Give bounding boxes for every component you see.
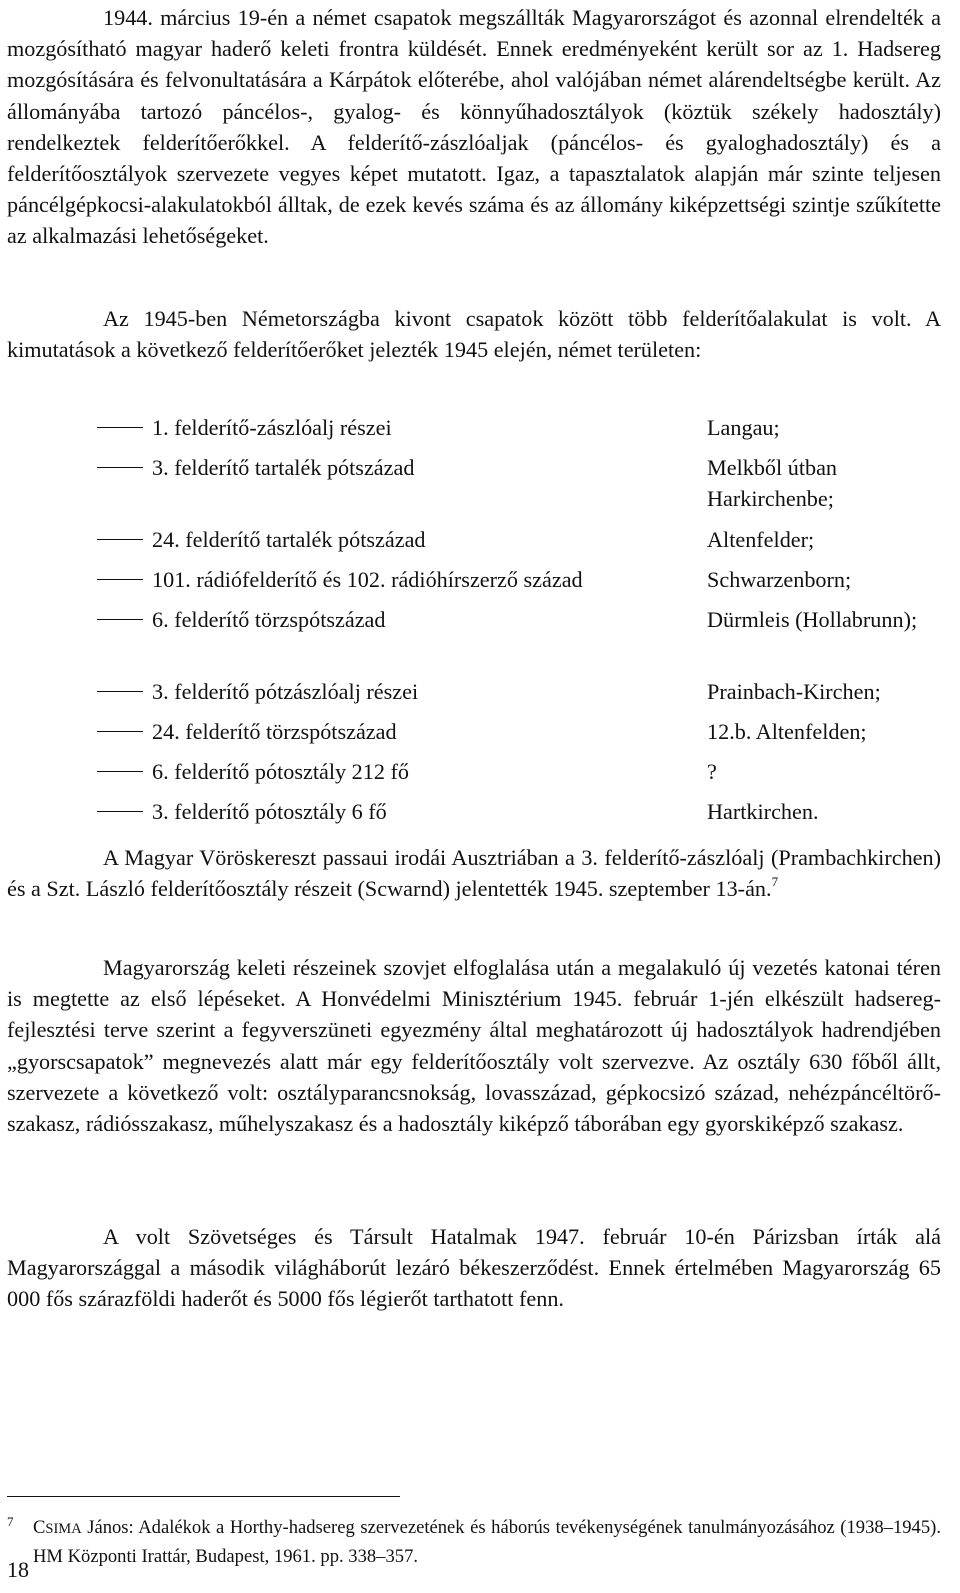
list-item-location: Schwarzenborn;: [707, 567, 852, 592]
list-item: [7, 452, 941, 514]
list-item-location: Melkből útban Harkirchenbe;: [707, 455, 838, 512]
paragraph-5: A volt Szövetséges és Társult Hatalmak 1947. február 10-én Párizsban írták alá Magyarországgal a második világháborút lezáró békeszerződést. Ennek értelmében Magyarország 65 000 fős szárazföldi haderőt és 5000 fős légierőt tarthatott fenn.: [7, 1224, 941, 1312]
list-item-unit: 6. felderítő pótosztály 212 fő: [152, 759, 409, 784]
paragraph-3: [7, 842, 941, 904]
footnote-reference[interactable]: 7: [771, 873, 779, 889]
footnote-citation: János: Adalékok a Horthy-hadsereg szervezetének és háborús tevékenységének tanulmányozásához (1938–1945). HM Központi Irattár, Budapest, 1961. pp. 338–357.: [33, 1517, 941, 1567]
paragraph-3-text: A Magyar Vöröskereszt passaui irodái Ausztriában a 3. felderítő-zászlóalj (Prambachkirchen) és a Szt. László felderítőosztály részeit (Scwarnd) jelentették 1945. szeptember 13-án.: [7, 845, 941, 902]
dash-bullet: [97, 619, 143, 620]
dash-bullet: [97, 539, 143, 540]
dash-bullet: [97, 771, 143, 772]
footnote-author-smallcaps: SIMA: [45, 1521, 82, 1537]
list-item-location: Hartkirchen.: [707, 799, 819, 824]
paragraph-1: 1944. március 19-én a német csapatok megszállták Magyarországot és azonnal elrendelték a mozgósítható magyar haderő keleti frontra küldését. Ennek eredményeként került sor az 1. Hadsereg mozgósítására és felvonultatására a Kárpátok előterébe, ahol valójában német alárendeltségbe került. Az állományába tartozó páncélos-, gyalog- és könnyűhadosztályok (köztük székely hadosztály) rendelkeztek felderítőerőkkel. A felderítő-zászlóaljak (páncélos- és gyaloghadosztály) és a felderítőosztályok szervezete vegyes képet mutatott. Igaz, a tapasztalatok alapján már szinte teljesen páncélgépkocsi-alakulatokból álltak, de ezek kevés száma és az állomány kiképzettségi szintje szűkítette az alkalmazási lehetőségeket.: [7, 5, 941, 249]
list-item: [7, 412, 941, 443]
dash-bullet: [97, 579, 143, 580]
list-item-unit: 24. felderítő tartalék pótszázad: [152, 527, 426, 552]
footnote: [7, 1514, 941, 1571]
list-item-location: Altenfelder;: [707, 527, 815, 552]
list-item: [7, 604, 941, 666]
list-item: [7, 796, 941, 827]
list-item: [7, 564, 941, 595]
dash-bullet: [97, 467, 143, 468]
list-item: [7, 756, 941, 787]
list-item-location: 12.b. Altenfelden;: [707, 719, 867, 744]
footnote-divider: [7, 1496, 400, 1497]
dash-bullet: [97, 731, 143, 732]
footnote-text: [7, 1514, 941, 1571]
list-item-location: Dürmleis (Hollabrunn);: [707, 607, 918, 632]
list-item-unit: 24. felderítő törzspótszázad: [152, 719, 397, 744]
list-item-unit: 6. felderítő törzspótszázad: [152, 607, 386, 632]
dash-bullet: [97, 427, 143, 428]
list-item-unit: 3. felderítő tartalék pótszázad: [152, 455, 415, 480]
list-item: [7, 716, 941, 747]
dash-bullet: [97, 691, 143, 692]
paragraph-4: Magyarország keleti részeinek szovjet elfoglalása után a megalakuló új vezetés katonai téren is megtette az első lépéseket. A Honvédelmi Minisztérium 1945. február 1-jén elkészült hadsereg-fejlesztési terve szerint a fegyverszüneti egyezmény által meghatározott új hadosztályok hadrendjében „gyorscsapatok” megnevezés alatt már egy felderítőosztály volt szervezve. Az osztály 630 főből állt, szervezete a következő volt: osztályparancsnokság, lovasszázad, gépkocsizó század, nehézpáncéltörő-szakasz, rádiósszakasz, műhelyszakasz és a hadosztály kiképző táborában egy gyorskiképző szakasz.: [7, 955, 941, 1137]
list-item-unit: 3. felderítő pótosztály 6 fő: [152, 799, 387, 824]
list-item-unit: 3. felderítő pótzászlóalj részei: [152, 679, 419, 704]
dash-bullet: [97, 811, 143, 812]
list-item: [7, 524, 941, 555]
list-item-location: Langau;: [707, 415, 780, 440]
page-number: 18: [7, 1557, 29, 1582]
paragraph-2: Az 1945-ben Németországba kivont csapatok között több felderítőalakulat is volt. A kimutatások a következő felderítőerőket jelezték 1945 elején, német területen:: [7, 306, 941, 363]
list-item-location: Prainbach-Kirchen;: [707, 679, 881, 704]
list-item-unit: 101. rádiófelderítő és 102. rádióhírszerző század: [152, 567, 583, 592]
list-item-location: ?: [707, 759, 717, 784]
list-item-unit: 1. felderítő-zászlóalj részei: [152, 415, 392, 440]
footnote-number: 7: [7, 1514, 14, 1529]
list-item: [7, 676, 941, 707]
footnote-author-initial: C: [33, 1517, 46, 1538]
